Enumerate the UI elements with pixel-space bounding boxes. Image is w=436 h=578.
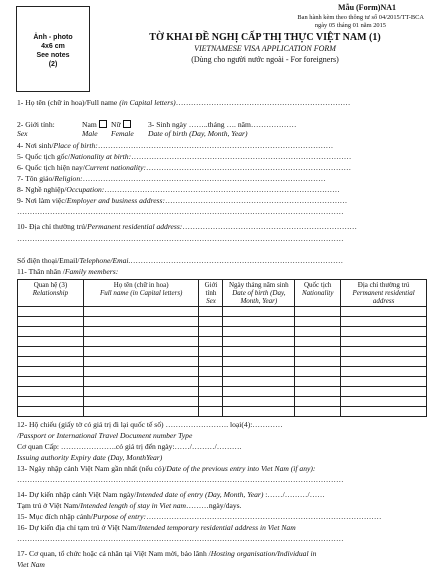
table-cell[interactable]	[83, 327, 199, 337]
table-cell[interactable]	[341, 367, 427, 377]
table-cell[interactable]	[295, 377, 341, 387]
family-members-table	[17, 279, 427, 417]
table-cell[interactable]	[223, 407, 295, 417]
field-hosting-organisation-line2[interactable]: Viet Nam	[17, 560, 45, 569]
table-cell[interactable]	[295, 307, 341, 317]
table-cell[interactable]	[223, 377, 295, 387]
table-cell[interactable]	[199, 397, 223, 407]
field-current-nationality[interactable]: 6- Quốc tịch hiện nay/Current nationality:………………………………………………………………………	[17, 163, 352, 172]
field-issuing-authority[interactable]: Cơ quan Cấp: ………………….có giá trị đến ngày:……/………/……….	[17, 442, 242, 451]
table-cell[interactable]	[199, 337, 223, 347]
table-cell[interactable]	[295, 397, 341, 407]
field-previous-entry-line2[interactable]: …………………………………………………………………………………………………………………	[17, 475, 344, 484]
field-sex-female-en: Female	[111, 129, 134, 138]
field-occupation[interactable]: 8- Nghề nghiệp/Occupation:…………………………………………………………………………………	[17, 185, 340, 194]
table-cell[interactable]	[295, 367, 341, 377]
form-subtitle: VIETNAMESE VISA APPLICATION FORM	[194, 44, 336, 53]
photo-box	[16, 6, 90, 92]
col-permanent-address: Địa chỉ thường trú Permanent residential address	[341, 280, 427, 307]
male-checkbox[interactable]	[99, 120, 107, 128]
form-code: Mẫu (Form)NA1	[338, 3, 396, 12]
field-place-of-birth[interactable]: 4- Nơi sinh/Place of birth:…………………………………………………………………………………	[17, 141, 334, 150]
table-cell[interactable]	[295, 357, 341, 367]
table-cell[interactable]	[295, 347, 341, 357]
field-sex-female[interactable]: Nữ	[111, 120, 131, 129]
table-cell[interactable]	[223, 317, 295, 327]
table-cell[interactable]	[83, 377, 199, 387]
table-cell[interactable]	[341, 407, 427, 417]
table-row	[18, 377, 427, 387]
issued-line-1: Ban hành kèm theo thông tư số 04/2015/TT-BCA	[297, 14, 424, 21]
field-full-name[interactable]: 1- Họ tên (chữ in hoa)/Full name (in Capital letters)……………………………………………………………	[17, 98, 351, 107]
field-family-members: 11- Thân nhân /Family members:	[17, 267, 119, 276]
table-cell[interactable]	[341, 337, 427, 347]
photo-notes-number: (2)	[48, 61, 58, 68]
table-cell[interactable]	[223, 387, 295, 397]
table-cell[interactable]	[18, 317, 84, 327]
table-row	[18, 327, 427, 337]
table-cell[interactable]	[83, 307, 199, 317]
field-dob-en: Date of birth (Day, Month, Year)	[148, 129, 248, 138]
table-cell[interactable]	[199, 387, 223, 397]
table-cell[interactable]	[223, 367, 295, 377]
field-sex-male[interactable]: Nam	[82, 120, 107, 129]
form-title: TỜ KHAI ĐỀ NGHỊ CẤP THỊ THỰC VIỆT NAM (1)	[149, 32, 381, 43]
table-cell[interactable]	[83, 407, 199, 417]
field-sex-label-en: Sex	[17, 129, 28, 138]
col-full-name: Họ tên (chữ in hoa) Full name (in Capital letters)	[83, 280, 199, 307]
field-employer-line2[interactable]: …………………………………………………………………………………………………………………	[17, 207, 344, 216]
table-cell[interactable]	[199, 377, 223, 387]
table-cell[interactable]	[295, 327, 341, 337]
field-permanent-address[interactable]: 10- Địa chỉ thường trú/Permanent residential address:……………………………………………………………	[17, 222, 357, 231]
table-cell[interactable]	[199, 317, 223, 327]
table-cell[interactable]	[295, 407, 341, 417]
table-row	[18, 317, 427, 327]
field-employer[interactable]: 9- Nơi làm việc/Employer and business address:………………………………………………………………	[17, 196, 348, 205]
table-cell[interactable]	[83, 357, 199, 367]
table-cell[interactable]	[18, 397, 84, 407]
table-cell[interactable]	[199, 357, 223, 367]
table-cell[interactable]	[341, 397, 427, 407]
col-relationship: Quan hệ (3) Relationship	[18, 280, 84, 307]
form-note: (Dùng cho người nước ngoài - For foreigners)	[191, 55, 339, 64]
table-cell[interactable]	[199, 327, 223, 337]
table-row	[18, 397, 427, 407]
table-cell[interactable]	[83, 347, 199, 357]
col-nationality: Quốc tịch Nationality	[295, 280, 341, 307]
table-row	[18, 307, 427, 317]
table-cell[interactable]	[18, 327, 84, 337]
table-cell[interactable]	[83, 367, 199, 377]
photo-notes: See notes	[36, 52, 70, 59]
issued-line-2: ngày 05 tháng 01 năm 2015	[314, 22, 386, 29]
table-cell[interactable]	[341, 307, 427, 317]
table-cell[interactable]	[223, 307, 295, 317]
table-cell[interactable]	[295, 317, 341, 327]
field-passport[interactable]: 12- Hộ chiếu (giấy tờ có giá trị đi lại quốc tế số) ……………………. loại(4):…………	[17, 420, 283, 429]
field-nationality-at-birth[interactable]: 5- Quốc tịch gốc/Nationality at birth:……………………………………………………………………………	[17, 152, 352, 161]
field-sex-male-en: Male	[82, 129, 98, 138]
col-date-of-birth: Ngày tháng năm sinh Date of birth (Day, Month, Year)	[223, 280, 295, 307]
table-header-row	[18, 280, 427, 307]
field-passport-en: /Passport or International Travel Document number Type	[17, 431, 193, 440]
col-sex: Giới tính Sex	[199, 280, 223, 307]
table-cell[interactable]	[223, 397, 295, 407]
table-cell[interactable]	[18, 377, 84, 387]
table-cell[interactable]	[223, 327, 295, 337]
field-issuing-authority-en: Issuing authority Expiry date (Day, MonthYear)	[17, 453, 163, 462]
table-cell[interactable]	[341, 347, 427, 357]
table-cell[interactable]	[295, 337, 341, 347]
table-cell[interactable]	[18, 307, 84, 317]
field-hosting-organisation[interactable]: 17- Cơ quan, tổ chức hoặc cá nhân tại Việt Nam mời, bảo lãnh /Hosting organisation/Individual in	[17, 549, 317, 558]
table-cell[interactable]	[223, 337, 295, 347]
table-cell[interactable]	[199, 407, 223, 417]
table-cell[interactable]	[341, 357, 427, 367]
table-cell[interactable]	[341, 377, 427, 387]
field-previous-entry[interactable]: 13- Ngày nhập cảnh Việt Nam gần nhất (nếu có)/Date of the previous entry into Viet Nam (if any):	[17, 464, 316, 473]
table-cell[interactable]	[18, 357, 84, 367]
table-cell[interactable]	[199, 367, 223, 377]
table-cell[interactable]	[18, 337, 84, 347]
table-cell[interactable]	[83, 397, 199, 407]
table-row	[18, 387, 427, 397]
table-cell[interactable]	[199, 307, 223, 317]
table-cell[interactable]	[18, 367, 84, 377]
table-cell[interactable]	[341, 387, 427, 397]
table-cell[interactable]	[18, 407, 84, 417]
table-cell[interactable]	[18, 387, 84, 397]
table-cell[interactable]	[341, 317, 427, 327]
photo-label: Ảnh - photo	[33, 34, 73, 41]
table-row	[18, 357, 427, 367]
field-permanent-address-line2[interactable]: …………………………………………………………………………………………………………………	[17, 234, 344, 243]
table-cell[interactable]	[83, 317, 199, 327]
photo-size: 4x6 cm	[41, 43, 65, 50]
table-cell[interactable]	[223, 347, 295, 357]
table-row	[18, 407, 427, 417]
field-phone-email[interactable]: Số điện thoại/Email/Telephone/Emai.…………………………………………………………………………	[17, 256, 344, 265]
table-cell[interactable]	[18, 347, 84, 357]
field-temporary-address[interactable]: 16- Dự kiến địa chỉ tạm trú ở Việt Nam/Intended temporary residential address in Viet Nam	[17, 523, 296, 532]
field-purpose[interactable]: 15- Mục đích nhập cảnh/Purpose of entry:…………………………………………………………………………………	[17, 512, 382, 521]
field-dob[interactable]: 3- Sinh ngày ……..tháng …. năm………………	[148, 120, 297, 129]
field-sex-label: 2- Giới tính:	[17, 120, 55, 129]
table-row	[18, 337, 427, 347]
table-cell[interactable]	[83, 337, 199, 347]
table-cell[interactable]	[199, 347, 223, 357]
table-cell[interactable]	[341, 327, 427, 337]
female-checkbox[interactable]	[123, 120, 131, 128]
table-cell[interactable]	[295, 387, 341, 397]
field-intended-entry[interactable]: 14- Dự kiến nhập cảnh Việt Nam ngày/Intended date of entry (Day, Month, Year) :……/………/……	[17, 490, 325, 499]
table-cell[interactable]	[83, 387, 199, 397]
table-row	[18, 367, 427, 377]
table-row	[18, 347, 427, 357]
field-length-of-stay[interactable]: Tạm trú ở Việt Nam/Intended length of stay in Viet nam………ngày/days.	[17, 501, 242, 510]
field-religion[interactable]: 7- Tôn giáo/Religion:……………………………………………………………………………………	[17, 174, 326, 183]
table-cell[interactable]	[223, 357, 295, 367]
field-temporary-address-line2[interactable]: …………………………………………………………………………………………………………………	[17, 534, 344, 543]
